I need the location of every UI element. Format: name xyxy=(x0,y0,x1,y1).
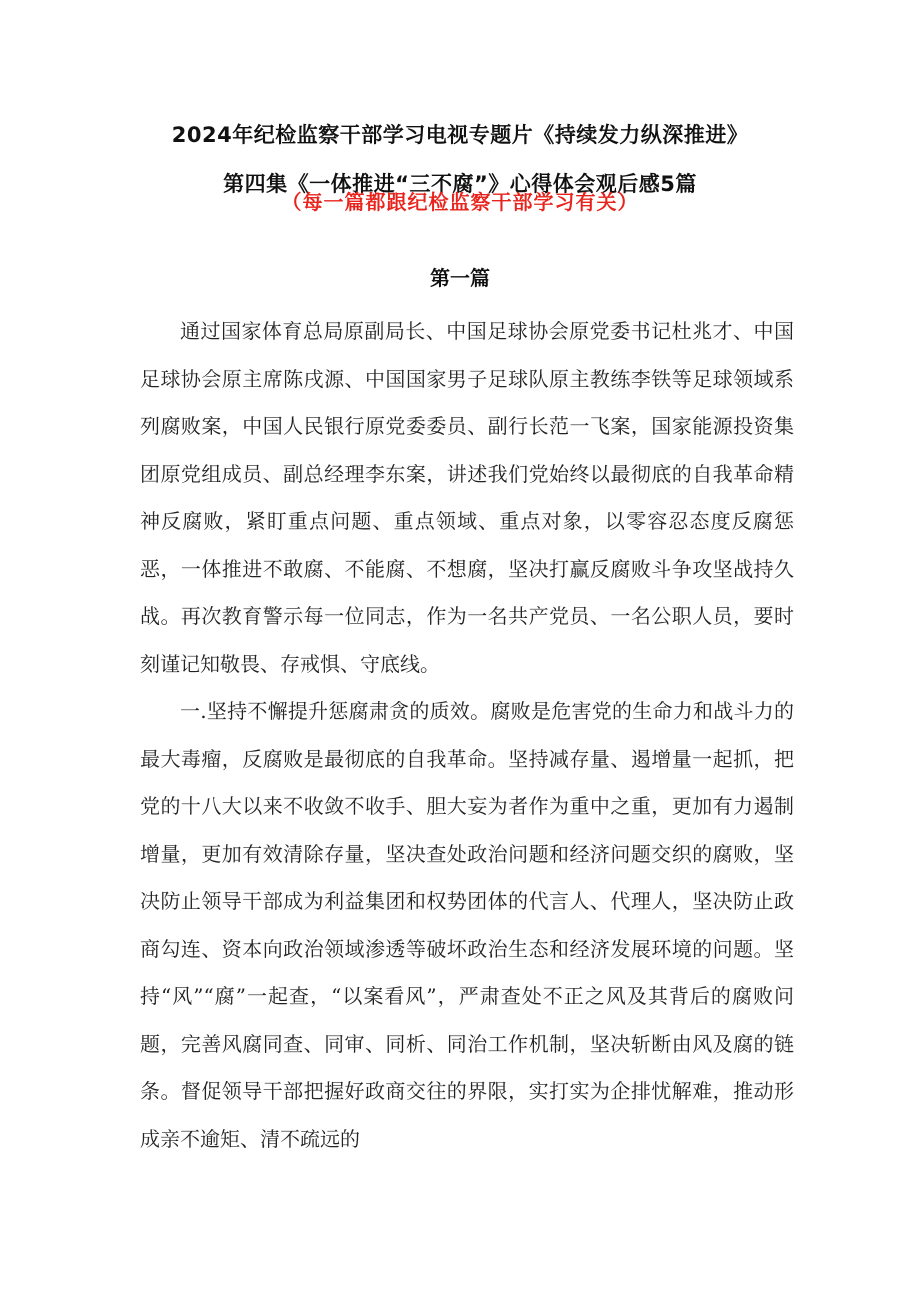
body-paragraph-2: 一.坚持不懈提升惩腐肃贪的质效。腐败是危害党的生命力和战斗力的最大毒瘤，反腐败是最彻底的自我革命。坚持减存量、遏增量一起抓，把党的十八大以来不收敛不收手、胆大妄为者作为重中之重，更加有力遏制增量，更加有效清除存量，坚决查处政治问题和经济问题交织的腐败，坚决防止领导干部成为利益集团和权势团体的代言人、代理人，坚决防止政商勾连、资本向政治领域渗透等破坏政治生态和经济发展环境的问题。坚持“风”“腐”一起查，“以案看风”，严肃查处不正之风及其背后的腐败问题，完善风腐同查、同审、同析、同治工作机制，坚决斩断由风及腐的链条。督促领导干部把握好政商交往的界限，实打实为企排忧解难，推动形成亲不逾矩、清不疏远的 xyxy=(140,699,794,1151)
body-paragraph-1: 通过国家体育总局原副局长、中国足球协会原党委书记杜兆才、中国足球协会原主席陈戌源、中国国家男子足球队原主教练李铁等足球领域系列腐败案，中国人民银行原党委委员、副行长范一飞案，国家能源投资集团原党组成员、副总经理李东案，讲述我们党始终以最彻底的自我革命精神反腐败，紧盯重点问题、重点领域、重点对象，以零容忍态度反腐惩恶，一体推进不敢腐、不能腐、不想腐，坚决打赢反腐败斗争攻坚战持久战。再次教育警示每一位同志，作为一名共产党员、一名公职人员，要时刻谨记知敬畏、存戒惧、守底线。 xyxy=(140,319,794,676)
document-title-line-2: 第四集《一体推进“三不腐”》心得体会观后感5篇 xyxy=(223,172,697,196)
section-heading: 第一篇 xyxy=(430,266,490,290)
document-title-line-1: 2024年纪检监察干部学习电视专题片《持续发力纵深推进》 xyxy=(171,123,749,147)
document-body xyxy=(140,308,794,1163)
document-subtitle: （每一篇都跟纪检监察干部学习有关） xyxy=(281,190,639,214)
